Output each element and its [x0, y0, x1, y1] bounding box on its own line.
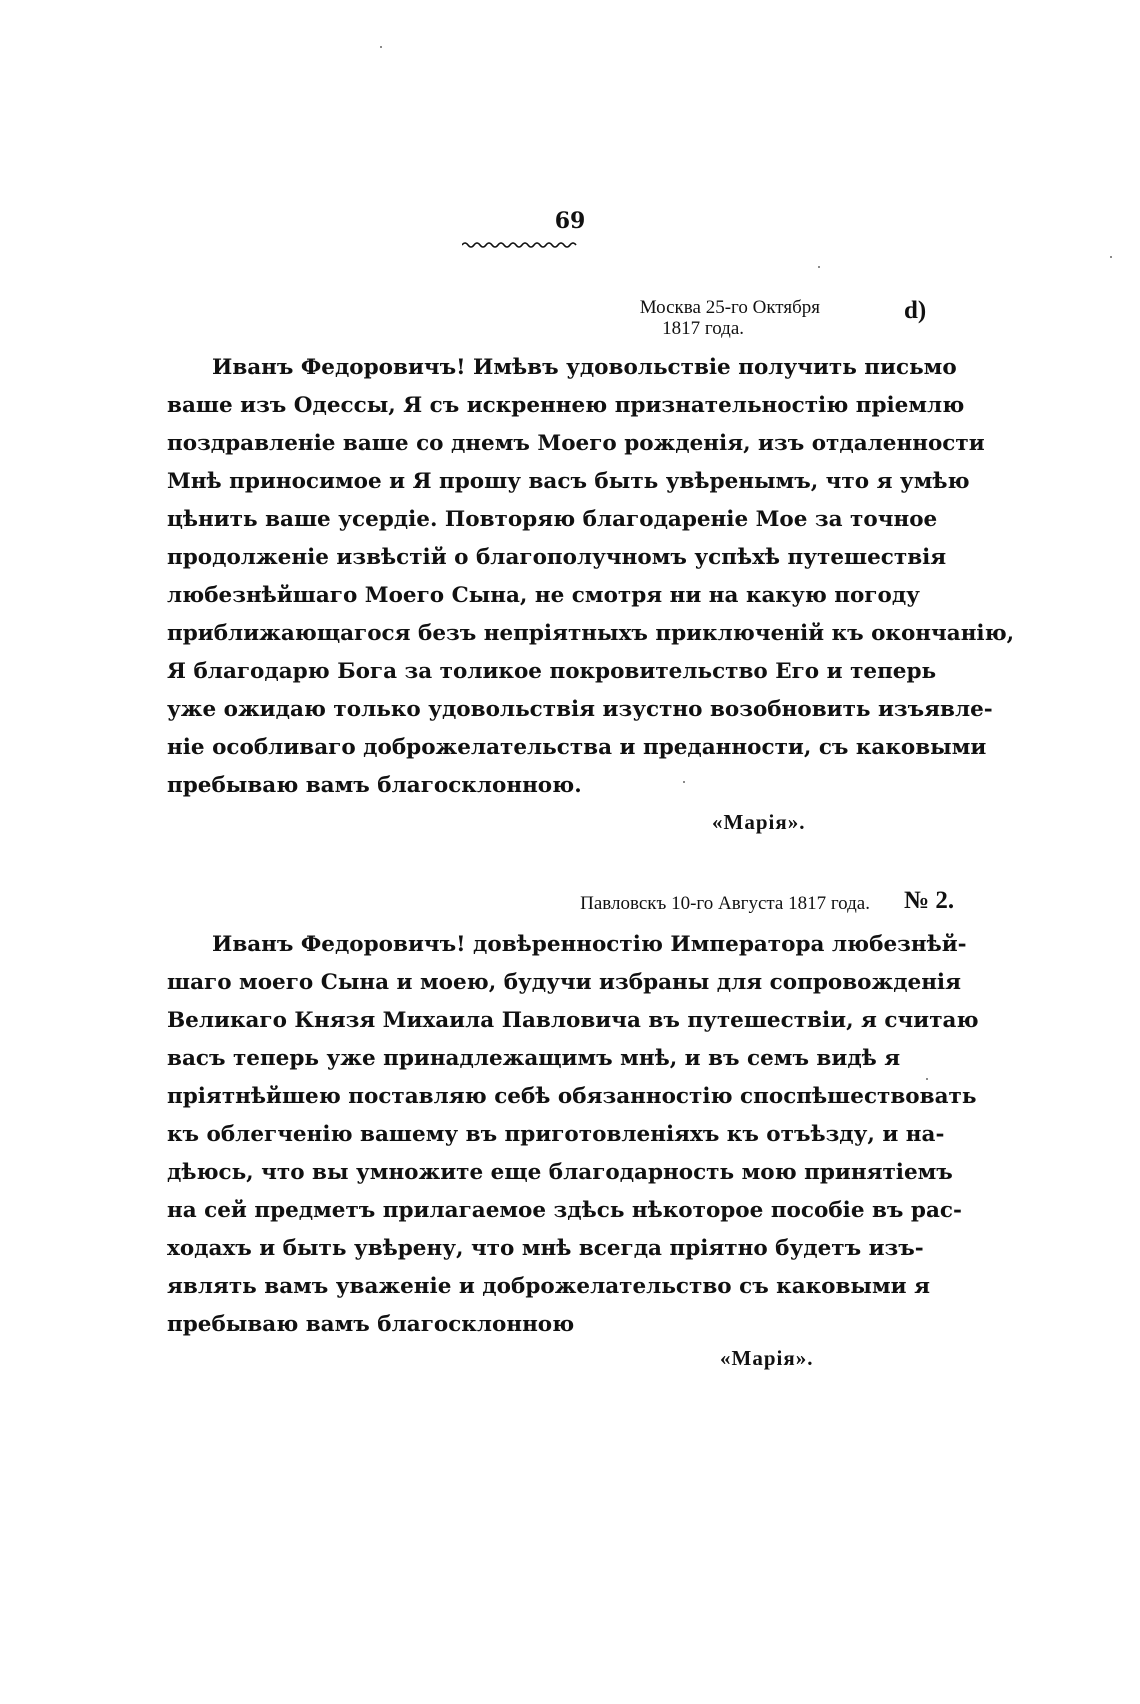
letter2-line: къ облегченію вашему въ приготовленіяхъ къ отъѣзду, и на- — [167, 1122, 945, 1147]
letter1-line: продолженіе извѣстій о благополучномъ успѣхѣ путешествія — [167, 545, 947, 570]
letter2-line: на сей предметъ прилагаемое здѣсь нѣкоторое пособіе въ рас- — [167, 1198, 962, 1223]
letter1-signature: «Марія». — [712, 810, 806, 834]
letter1-line: поздравленіе ваше со днемъ Моего рожденія, изъ отдаленности — [167, 431, 985, 456]
letter1-line: цѣнить ваше усердіе. Повторяю благодареніе Мое за точное — [167, 507, 938, 532]
letter1-line: ваше изъ Одессы, Я съ искреннею признательностію пріемлю — [167, 393, 965, 418]
wavy-rule — [462, 240, 580, 250]
letter2-line: дѣюсь, что вы умножите еще благодарность мою принятіемъ — [167, 1160, 953, 1185]
letter1-line: приближающагося безъ непріятныхъ приключеній къ окончанію, — [167, 621, 1015, 646]
letter1-line: Иванъ Федоровичъ! Имѣвъ удовольствіе получить письмо — [212, 355, 957, 380]
letter2-line: пребываю вамъ благосклонною — [167, 1312, 575, 1337]
letter2-line: Великаго Князя Михаила Павловича въ путешествіи, я считаю — [167, 1008, 979, 1033]
letter1-line: любезнѣйшаго Моего Сына, не смотря ни на какую погоду — [167, 583, 920, 608]
letter2-line: шаго моего Сына и моею, будучи избраны для сопровожденія — [167, 970, 961, 995]
scan-speck — [683, 781, 685, 783]
letter1-line: пребываю вамъ благосклонною. — [167, 773, 582, 798]
letter1-line: уже ожидаю только удовольствія изустно возобновить изъявле- — [167, 697, 993, 722]
letter2-marker: № 2. — [904, 887, 955, 914]
letter2-line: васъ теперь уже принадлежащимъ мнѣ, и въ семъ видѣ я — [167, 1046, 901, 1071]
page-number: 69 — [554, 208, 586, 234]
letter1-date-line2: 1817 года. — [662, 318, 744, 339]
letter1-marker: d) — [904, 297, 927, 324]
letter2-signature: «Марія». — [720, 1346, 814, 1370]
letter2-line: являть вамъ уваженіе и доброжелательство съ каковыми я — [167, 1274, 930, 1299]
scan-speck — [926, 1078, 928, 1080]
scan-speck — [380, 46, 382, 48]
letter1-line: Мнѣ приносимое и Я прошу васъ быть увѣренымъ, что я умѣю — [167, 469, 970, 494]
letter2-date-line: Павловскъ 10-го Августа 1817 года. — [580, 893, 870, 914]
letter2-line: ходахъ и быть увѣрену, что мнѣ всегда пріятно будетъ изъ- — [167, 1236, 924, 1261]
letter1-date-line1: Москва 25-го Октября — [639, 297, 820, 318]
letter1-line: ніе особливаго доброжелательства и преданности, съ каковыми — [167, 735, 987, 760]
letter1-line: Я благодарю Бога за толикое покровительство Его и теперь — [167, 659, 937, 684]
letter2-line: пріятнѣйшею поставляю себѣ обязанностію споспѣшествовать — [167, 1084, 977, 1109]
letter2-line: Иванъ Федоровичъ! довѣренностію Императора любезнѣй- — [212, 932, 967, 957]
scan-speck — [818, 266, 820, 268]
scan-speck — [1110, 256, 1112, 258]
